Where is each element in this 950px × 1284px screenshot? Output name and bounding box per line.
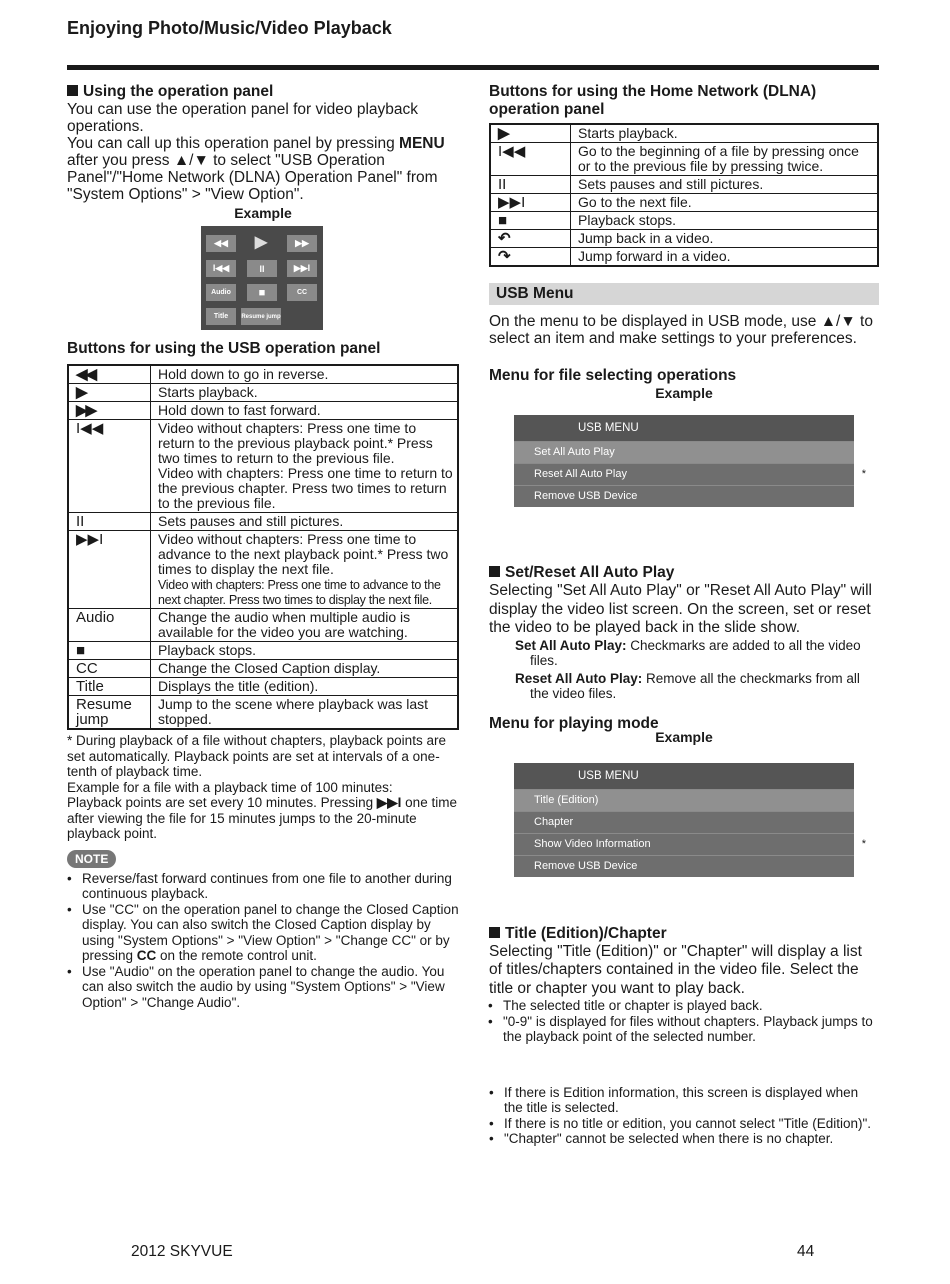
title-chapter-text: Selecting "Title (Edition)" or "Chapter" will display a list of titles/chapters contained in the video file. Select the title or chapter you want to play back. (489, 942, 862, 997)
button-icon-cell: ▶▶I (490, 194, 571, 212)
menu-item: Title (Edition) (514, 789, 854, 811)
cc-button-image: CC (287, 284, 317, 301)
button-description-cell (571, 143, 879, 176)
menu-item-label: Show Video Information (534, 837, 651, 850)
file-menu-title: Menu for file selecting operations (489, 367, 737, 384)
reset-all-label: Reset All Auto Play: (515, 670, 643, 686)
set-all-desc (515, 638, 879, 669)
bullet-item: • "0-9" is displayed for files without chapters. Playback jumps to the playback point of the selected number. (503, 1014, 879, 1045)
operation-panel-para-1: You can use the operation panel for video playback operations. (67, 101, 419, 135)
button-description-cell (151, 678, 459, 696)
description-text: Change the audio when multiple audio is available for the video you are watching. (158, 609, 411, 640)
table-row (68, 365, 458, 384)
bullet-item: • If there is Edition information, this screen is displayed when the title is selected. (504, 1085, 879, 1116)
description-text: Jump to the scene where playback was last stopped. (158, 696, 429, 727)
button-description-cell (151, 696, 459, 730)
button-icon-cell: ■ (68, 642, 151, 660)
button-description-cell (571, 248, 879, 267)
square-bullet-icon (67, 85, 78, 96)
menu-item: Remove USB Device (514, 485, 854, 507)
set-all-text: Checkmarks are added to all the video files. (530, 637, 861, 668)
button-description-cell (151, 513, 459, 531)
reset-all-desc (515, 671, 879, 702)
description-text: Hold down to go in reverse. (158, 366, 329, 382)
button-icon-cell: ▶ (490, 124, 571, 143)
usb-table-title: Buttons for using the USB operation panel (67, 340, 381, 357)
title-chapter-heading (489, 925, 879, 943)
button-icon-cell: Title (68, 678, 151, 696)
square-bullet-icon (489, 566, 500, 577)
button-icon-cell: ▶▶ (68, 402, 151, 420)
table-row (490, 194, 878, 212)
note-2-suffix: on the remote control unit. (156, 948, 317, 963)
example-label: Example (655, 728, 713, 745)
right-column (489, 83, 879, 1147)
operation-panel-para-2 (67, 135, 459, 203)
description-text: Video without chapters: Press one time to advance to the next playback point.* Press two times to display the next file. (158, 531, 449, 577)
table-row (490, 124, 878, 143)
table-row (68, 513, 458, 531)
title-chapter-title: Title (Edition)/Chapter (505, 924, 667, 942)
reset-all-text: Remove all the checkmarks from all the video files. (530, 670, 860, 701)
p2-suffix: after you press ▲/▼ to select "USB Operation Panel"/"Home Network (DLNA) Operation Panel" from "System Options" > "View Option". (67, 152, 438, 203)
button-description-cell (571, 124, 879, 143)
example-text-2-suffix: one time after viewing the file for 15 minutes jumps to the 20-minute playback point. (67, 795, 457, 841)
usb-menu-heading: USB Menu (489, 283, 879, 305)
button-icon-cell: I◀◀ (68, 420, 151, 513)
description-text: Sets pauses and still pictures. (158, 513, 344, 529)
dlna-buttons-table (489, 123, 879, 267)
description-text: Sets pauses and still pictures. (578, 176, 764, 192)
page-number: 44 (797, 1243, 815, 1260)
button-icon-cell: II (68, 513, 151, 531)
button-icon-cell: II (490, 176, 571, 194)
button-description-cell (151, 365, 459, 384)
description-text: Displays the title (edition). (158, 678, 319, 694)
description-text: Jump back in a video. (578, 230, 714, 246)
set-all-label: Set All Auto Play: (515, 637, 627, 653)
table-row (68, 642, 458, 660)
description-text: Video with chapters: Press one time to return to the previous chapter. Press two times to return to the previous file. (158, 465, 453, 511)
bullet-item: • If there is no title or edition, you cannot select "Title (Edition)". (504, 1116, 879, 1132)
playing-mode-menu (514, 763, 866, 877)
button-description-cell (151, 609, 459, 642)
dlna-table-title: Buttons for using the Home Network (DLNA) operation panel (489, 83, 817, 118)
example-text-2 (67, 795, 459, 842)
menu-item (514, 833, 866, 855)
description-text: Video without chapters: Press one time to return to the previous playback point.* Press two times to return to the previous file. (158, 420, 433, 466)
description-text: Go to the next file. (578, 194, 692, 210)
auto-play-heading (489, 564, 879, 582)
description-text: Starts playback. (158, 384, 258, 400)
title-chapter-notes (489, 1085, 879, 1147)
example-text-1: Example for a file with a playback time of 100 minutes: (67, 779, 393, 795)
note-item: • Use "Audio" on the operation panel to change the audio. You can also switch the audio by using "System Options" > "View Option" > "Change Audio". (82, 964, 459, 1011)
menu-title: USB MENU (514, 763, 854, 789)
audio-button-image: Audio (206, 284, 236, 301)
next-icon: ▶▶I (287, 260, 317, 277)
operation-panel-heading (67, 83, 459, 101)
description-text: Video with chapters: Press one time to advance to the next chapter. Press two times to display the next file. (158, 578, 441, 607)
table-row (68, 609, 458, 642)
footnote: * During playback of a file without chapters, playback points are set automatically. Playback points are set at intervals of a one-tenth of playback time. (67, 733, 446, 779)
file-selecting-menu (514, 415, 866, 507)
table-row (490, 230, 878, 248)
square-bullet-icon (489, 927, 500, 938)
bullet-item: • "Chapter" cannot be selected when there is no chapter. (504, 1131, 879, 1147)
table-row (68, 402, 458, 420)
table-row (490, 176, 878, 194)
asterisk-mark: * (861, 837, 866, 850)
menu-item: Set All Auto Play (514, 441, 854, 463)
table-row (490, 212, 878, 230)
table-row (68, 420, 458, 513)
description-text: Starts playback. (578, 125, 678, 141)
menu-key-label: MENU (399, 135, 445, 152)
example-label: Example (234, 205, 292, 221)
title-button-image: Title (206, 308, 236, 325)
button-description-cell (151, 660, 459, 678)
page-title: Enjoying Photo/Music/Video Playback (67, 18, 392, 38)
description-text: Change the Closed Caption display. (158, 660, 381, 676)
button-icon-cell: ◀◀ (68, 365, 151, 384)
menu-item: Remove USB Device (514, 855, 854, 877)
stop-icon: ■ (247, 284, 277, 301)
description-text: Playback stops. (578, 212, 677, 228)
button-icon-cell: Audio (68, 609, 151, 642)
table-row (68, 531, 458, 609)
next-icon: ▶▶I (376, 795, 402, 810)
rewind-icon: ◀◀ (206, 235, 236, 252)
button-icon-cell: ■ (490, 212, 571, 230)
table-row (68, 384, 458, 402)
button-icon-cell: ↷ (490, 248, 571, 267)
play-icon: ▶ (254, 233, 268, 251)
button-description-cell (151, 420, 459, 513)
description-text: Jump forward in a video. (578, 248, 731, 264)
button-description-cell (571, 212, 879, 230)
cc-key-label: CC (136, 948, 157, 963)
button-icon-cell: ▶▶I (68, 531, 151, 609)
note-item (82, 902, 459, 964)
note-2-prefix: Use "CC" on the operation panel to change the Closed Caption display. You can also switch the Closed Caption display by using "System Options" > "View Option" > "Change CC" or by pressing (82, 901, 459, 963)
table-row (68, 678, 458, 696)
menu-item-label: Reset All Auto Play (534, 468, 627, 480)
note-badge: NOTE (67, 850, 116, 868)
menu-item: Chapter (514, 811, 854, 833)
button-icon-cell: Resume jump (68, 696, 151, 730)
table-row (68, 660, 458, 678)
button-description-cell (571, 176, 879, 194)
button-icon-cell: ▶ (68, 384, 151, 402)
table-row (490, 248, 878, 267)
usb-menu-intro: On the menu to be displayed in USB mode, use ▲/▼ to select an item and make settings to your preferences. (489, 313, 873, 347)
p2-prefix: You can call up this operation panel by pressing (67, 135, 400, 152)
usb-buttons-table (67, 364, 459, 730)
auto-play-title: Set/Reset All Auto Play (505, 564, 675, 581)
operation-panel-title: Using the operation panel (83, 83, 274, 100)
footer-brand: 2012 SKYVUE (131, 1243, 233, 1260)
button-description-cell (151, 384, 459, 402)
operation-panel-image (201, 226, 323, 330)
auto-play-text: Selecting "Set All Auto Play" or "Reset All Auto Play" will display the video list screen. On the screen, set or reset the video to be played back in the slide show. (489, 582, 873, 636)
button-description-cell (151, 531, 459, 609)
bullet-item: • The selected title or chapter is played back. (503, 998, 879, 1014)
description-text: Go to the beginning of a file by pressing once or to the previous file by pressing twice. (578, 143, 859, 174)
play-menu-title: Menu for playing mode (489, 714, 659, 732)
button-description-cell (571, 230, 879, 248)
header-rule (67, 65, 879, 70)
example-label: Example (655, 385, 713, 401)
table-row (68, 696, 458, 730)
note-item: • Reverse/fast forward continues from one file to another during continuous playback. (82, 871, 459, 902)
previous-icon: I◀◀ (206, 260, 236, 277)
menu-item (514, 463, 866, 485)
title-chapter-bullets (489, 998, 879, 1045)
button-description-cell (151, 402, 459, 420)
fast-forward-icon: ▶▶ (287, 235, 317, 252)
button-icon-cell: I◀◀ (490, 143, 571, 176)
button-icon-cell: CC (68, 660, 151, 678)
left-column (67, 83, 459, 1010)
menu-title: USB MENU (514, 415, 854, 441)
resume-button-image: Resume jump (241, 308, 281, 325)
button-description-cell (151, 642, 459, 660)
button-icon-cell: ↶ (490, 230, 571, 248)
button-description-cell (571, 194, 879, 212)
asterisk-mark: * (861, 468, 866, 480)
example-text-2-prefix: Playback points are set every 10 minutes. Pressing (67, 795, 377, 810)
description-text: Hold down to fast forward. (158, 402, 321, 418)
description-text: Playback stops. (158, 642, 257, 658)
pause-icon: II (247, 260, 277, 277)
notes-list (67, 871, 459, 1011)
table-row (490, 143, 878, 176)
